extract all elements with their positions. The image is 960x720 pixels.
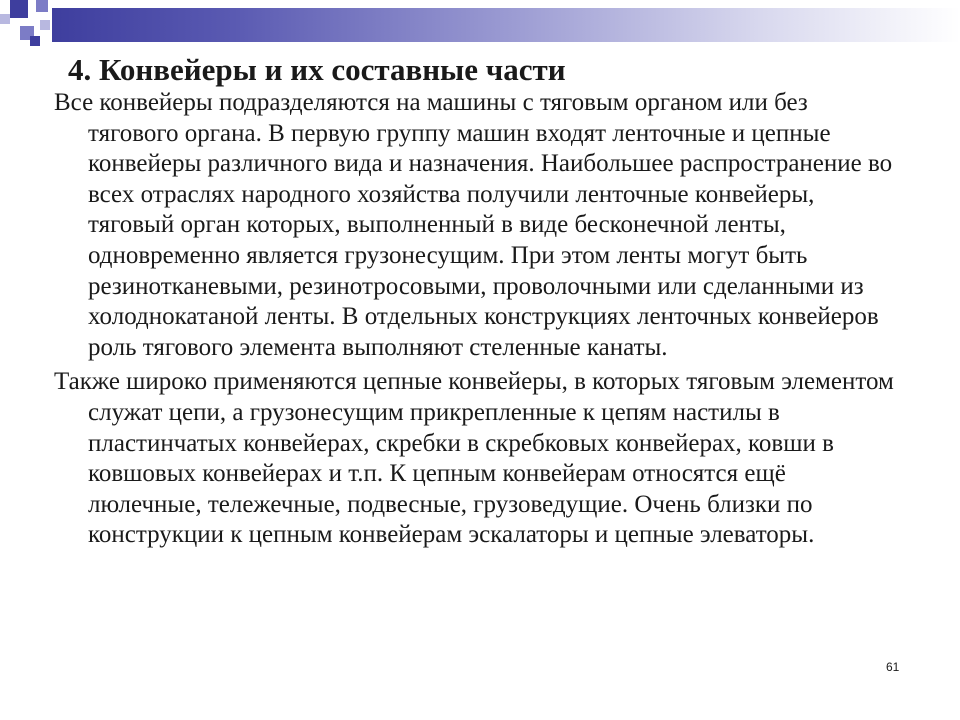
decor-square: [30, 36, 40, 46]
slide-title: 4. Конвейеры и их составные части: [68, 52, 566, 87]
header-decoration: [0, 0, 960, 50]
decor-square: [0, 14, 10, 24]
paragraph-belt-conveyors: Все конвейеры подразделяются на машины с тяговым органом или без тягового органа. В первую группу машин входят ленточные и цепные конвейеры различного вида и назначения. Наибольшее распространение во всех отраслях народного хозяйства получили ленточные конвейеры, тяговый орган которых, выполненный в виде бесконечной ленты, одновременно является грузонесущим. При этом ленты могут быть резинотканевыми, резинотросовыми, проволочными или сделанными из холоднокатаной ленты. В отдельных конструкциях ленточных конвейеров роль тягового элемента выполняют стеленные канаты.: [54, 89, 893, 361]
decor-square: [10, 0, 28, 18]
page-number: 61: [886, 660, 900, 674]
header-gradient-bar: [52, 8, 960, 42]
decor-square: [36, 0, 48, 12]
slide-body: [54, 88, 902, 555]
paragraph-chain-conveyors: Также широко применяются цепные конвейеры, в которых тяговым элементом служат цепи, а грузонесущим прикрепленные к цепям настилы в пластинчатых конвейерах, скребки в скребковых конвейерах, ковши в ковшовых конвейерах и т.п. К цепным конвейерам относятся ещё люлечные, тележечные, подвесные, грузоведущие. Очень близки по конструкции к цепным конвейерам эскалаторы и цепные элеваторы.: [54, 368, 894, 549]
decor-square: [40, 20, 50, 30]
